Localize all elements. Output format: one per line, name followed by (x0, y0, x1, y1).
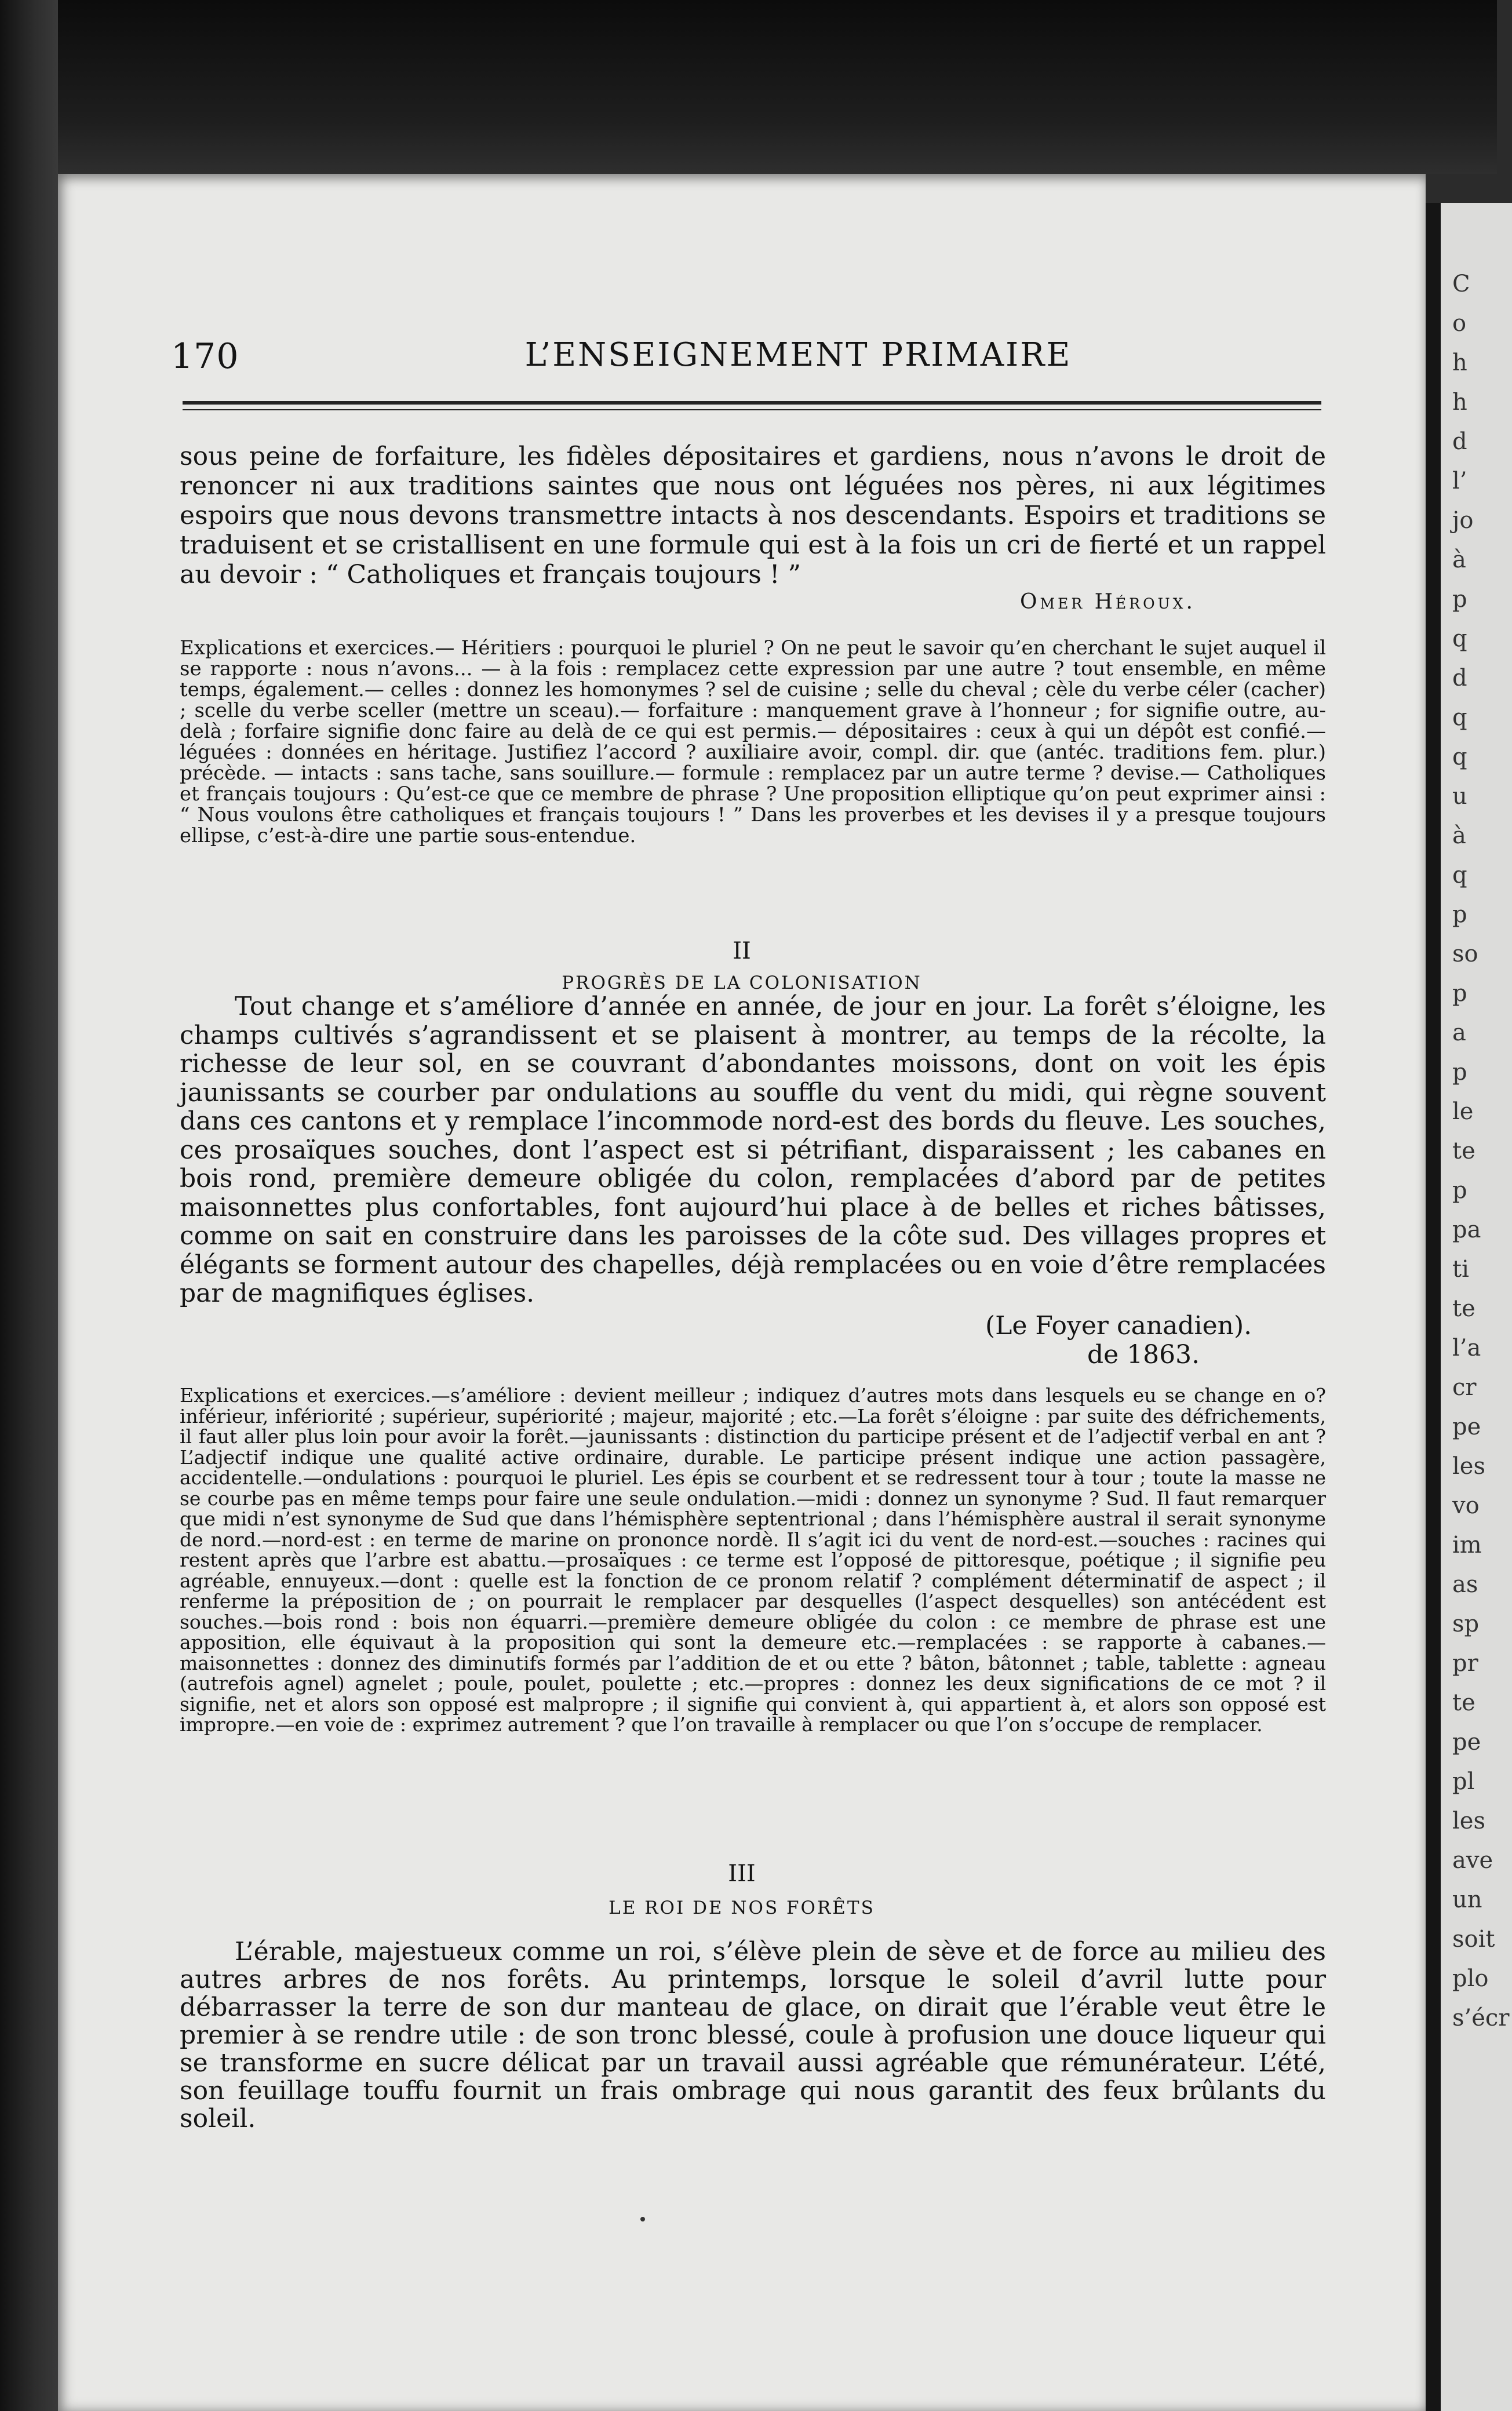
facing-page-fragment: plo (1452, 1965, 1489, 1992)
facing-page-fragment: q (1452, 744, 1467, 770)
facing-page-fragment: q (1452, 625, 1467, 652)
facing-page-fragment: à (1452, 547, 1466, 573)
facing-page-fragment: à (1452, 822, 1466, 849)
section2-source: (Le Foyer canadien). (985, 1311, 1252, 1341)
facing-page-fragment: C (1452, 271, 1470, 297)
section1-explications: Explications et exercices.— Héritiers : pourquoi le pluriel ? On ne peut le savoir qu’en cherchant le sujet auquel il se rapporte : nous n’avons... — à la fois : remplacez cette expression par une autre ? tout ensemble, en même temps, également.— celles : donnez les homonymes ? sel de cuisine ; selle du cheval ; cèle du verbe céler (cacher) ; scelle du verbe sceller (mettre un sceau).— forfaiture : manquement grave à l’honneur ; for signifie outre, au-delà ; forfaire signifie donc faire au delà de ce qui est permis.— dépositaires : ceux à qui un dépôt est confié.— léguées : données en héritage. Justifiez l’accord ? auxiliaire avoir, compl. dir. que (antéc. traditions fem. plur.) précède. — intacts : sans tache, sans souillure.— formule : remplacez par un autre terme ? devise.— Catholiques et français toujours : Qu’est-ce que ce membre de phrase ? Une proposition elliptique qu’on peut exprimer ainsi : “ Nous voulons être catholiques et français toujours ! ” Dans les proverbes et les devises il y a presque toujours ellipse, c’est-à-dire une partie sous-entendue. (180, 636, 1326, 847)
facing-page-fragment: u (1452, 783, 1467, 810)
book-page (58, 174, 1426, 2411)
facing-page-edge (1426, 203, 1512, 2411)
running-head: L’ENSEIGNEMENT PRIMAIRE (524, 336, 1072, 374)
facing-page-fragment: q (1452, 862, 1467, 888)
facing-page-fragment: les (1452, 1453, 1485, 1480)
header-rule-thick (183, 401, 1321, 405)
facing-page-fragment: te (1452, 1689, 1475, 1716)
facing-page-fragment: h (1452, 389, 1467, 416)
facing-page-fragment: pl (1452, 1768, 1475, 1795)
facing-page-fragment: p (1452, 980, 1467, 1007)
section2-source-date: de 1863. (1087, 1340, 1200, 1370)
facing-page-fragment: h (1452, 349, 1467, 376)
facing-page-fragment: p (1452, 1177, 1467, 1204)
facing-page-fragment: o (1452, 310, 1467, 337)
facing-page-fragment: pa (1452, 1217, 1481, 1243)
facing-page-fragment: p (1452, 1059, 1467, 1086)
section1-signature: Omer Héroux. (1020, 590, 1196, 614)
page-header (171, 336, 1321, 383)
facing-page-fragment: te (1452, 1295, 1475, 1322)
header-rule-thin (183, 409, 1321, 410)
facing-page-fragment: im (1452, 1532, 1482, 1558)
facing-page-fragment: ti (1452, 1256, 1469, 1283)
facing-page-fragment: s’écr (1452, 2005, 1510, 2031)
facing-page-fragment: q (1452, 704, 1467, 731)
facing-page-fragment: as (1452, 1571, 1478, 1598)
facing-page-fragment: pr (1452, 1650, 1478, 1677)
section2-title: PROGRÈS DE LA COLONISATION (562, 973, 922, 993)
section2-numeral: II (733, 938, 751, 964)
facing-page-fragment: jo (1452, 507, 1474, 534)
page-number: 170 (171, 336, 239, 377)
facing-page-fragment: ave (1452, 1847, 1493, 1874)
scan-border-left (0, 0, 58, 2411)
page-speck (640, 2217, 645, 2221)
facing-page-fragment: pe (1452, 1414, 1481, 1440)
facing-page-fragment: p (1452, 901, 1467, 928)
facing-page-fragment: l’ (1452, 468, 1467, 494)
facing-page-fragment: a (1452, 1019, 1466, 1046)
section2-explications: Explications et exercices.—s’améliore : devient meilleur ; indiquez d’autres mots dans lesquels eu se change en o? inférieur, infériorité ; supérieur, supériorité ; majeur, majorité ; etc.—La forêt s’éloigne : par suite des défrichements, il faut aller plus loin pour avoir la forêt.—jaunissants : distinction du participe présent et de l’adjectif verbal en ant ? L’adjectif indique une qualité active ordinaire, durable. Le participe présent indique une action passagère, accidentelle.—ondulations : pourquoi le pluriel. Les épis se courbent et se redressent tour à tour ; toute la masse ne se courbe pas en même temps pour faire une seule ondulation.—midi : donnez un synonyme ? Sud. Il faut remarquer que midi n’est synonyme de Sud que dans l’hémisphère septentrional ; dans l’hémisphère austral il serait synonyme de nord.—nord-est : en terme de marine on prononce nordè. Il s’agit ici du vent de nord-est.—souches : racines qui restent après que l’arbre est abattu.—prosaïques : ce terme est l’opposé de pittoresque, poétique ; il signifie peu agréable, ennuyeux.—dont : quelle est la fonction de ce pronom relatif ? complément déterminatif de aspect ; il renferme la préposition de ; on pourrait le remplacer par desquelles (l’aspect desquelles) son antécédent est souches.—bois rond : bois non équarri.—première demeure obligée du colon : ce membre de phrase est une apposition, elle équivaut à la proposition qui sont la demeure etc.—remplacées : se rapporte à cabanes.—maisonnettes : donnez des diminutifs formés par l’addition de et ou ette ? bâton, bâtonnet ; table, tablette : agneau (autrefois agnel) agnelet ; poule, poulet, poulette ; etc.—propres : donnez les deux significations de ce mot ? il signifie, net et alors son opposé est malpropre ; il signifie qui convient à, qui appartient à, et alors son opposé est impropre.—en voie de : exprimez autrement ? que l’on travaille à remplacer ou que l’on s’occupe de remplacer. (180, 1384, 1326, 1736)
facing-page-fragment: pe (1452, 1729, 1481, 1756)
section3-title: LE ROI DE NOS FORÊTS (609, 1898, 875, 1918)
section3-paragraph: L’érable, majestueux comme un roi, s’élève plein de sève et de force au milieu des autres arbres de nos forêts. Au printemps, lorsque le soleil d’avril lutte pour débarrasser la terre de son dur manteau de glace, on dirait que l’érable veut être le premier à se rendre utile : de son tronc blessé, coule à profusion une douce liqueur qui se transforme en sucre délicat par un travail aussi agréable que rémunérateur. L’été, son feuillage touffu fournit un frais ombrage qui nous garantit des feux brûlants du soleil. (180, 1937, 1326, 2133)
facing-page-fragment: d (1452, 665, 1467, 691)
facing-page-fragment: les (1452, 1808, 1485, 1834)
facing-page-fragment: so (1452, 941, 1478, 967)
section2-paragraph: Tout change et s’améliore d’année en année, de jour en jour. La forêt s’éloigne, les champs cultivés s’agrandissent et se plaisent à montrer, au temps de la récolte, la richesse de leur sol, en se couvrant d’abondantes moissons, dont on voit les épis jaunissants se courber par ondulations au souffle du vent du midi, qui règne souvent dans ces cantons et y remplace l’incommode nord-est des bords du fleuve. Les souches, ces prosaïques souches, dont l’aspect est si pétrifiant, disparaissent ; les cabanes en bois rond, première demeure obligée du colon, remplacées d’abord par de petites maisonnettes plus confortables, font aujourd’hui place à de belles et riches bâtisses, comme on sait en construire dans les paroisses de la côte sud. Des villages propres et élégants se forment autour des chapelles, déjà remplacées ou en voie d’être remplacées par de magnifiques églises. (180, 992, 1326, 1308)
section3-numeral: III (728, 1860, 756, 1887)
facing-page-fragment: d (1452, 428, 1467, 455)
facing-page-fragment: vo (1452, 1492, 1480, 1519)
section1-paragraph: sous peine de forfaiture, les fidèles dépositaires et gardiens, nous n’avons le droit de renoncer ni aux traditions saintes que nous ont léguées nos pères, ni aux légitimes espoirs que nous devons transmettre intacts à nos descendants. Espoirs et traditions se traduisent et se cristallisent en une formule qui est à la fois un cri de fierté et un rappel au devoir : “ Catholiques et français toujours ! ” (180, 442, 1326, 589)
facing-page-fragment: sp (1452, 1611, 1480, 1637)
facing-page-fragment: soit (1452, 1926, 1495, 1953)
facing-page-fragment: le (1452, 1098, 1474, 1125)
scan-border-top (0, 0, 1497, 174)
facing-page-fragment: p (1452, 586, 1467, 613)
facing-page-fragment: l’a (1452, 1335, 1481, 1361)
facing-page-fragment: cr (1452, 1374, 1477, 1401)
facing-page-fragment: un (1452, 1886, 1482, 1913)
facing-page-fragment: te (1452, 1138, 1475, 1164)
